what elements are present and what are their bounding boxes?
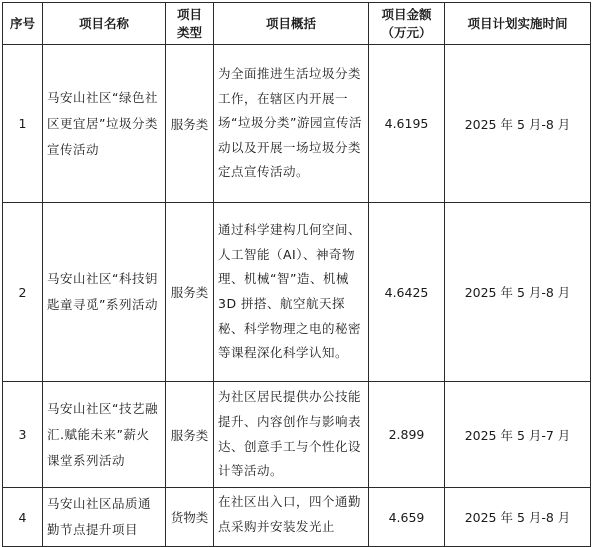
cell-amount: 4.6425 xyxy=(369,203,445,382)
cell-name: 马安山社区“技艺融汇.赋能未来”薪火课堂系列活动 xyxy=(43,382,166,488)
cell-time: 2025 年 5 月-8 月 xyxy=(445,45,591,203)
table-row xyxy=(3,382,591,488)
cell-index: 2 xyxy=(3,203,43,382)
cell-summary xyxy=(214,488,369,547)
header-name: 项目名称 xyxy=(43,3,166,45)
cell-time: 2025 年 5 月-8 月 xyxy=(445,488,591,547)
table-row xyxy=(3,203,591,382)
cell-amount: 2.899 xyxy=(369,382,445,488)
cell-type: 服务类 xyxy=(166,45,214,203)
cell-amount: 4.659 xyxy=(369,488,445,547)
cell-index: 3 xyxy=(3,382,43,488)
cell-amount: 4.6195 xyxy=(369,45,445,203)
header-amount xyxy=(369,3,445,45)
cell-name: 马安山社区“科技钥匙童寻觅”系列活动 xyxy=(43,203,166,382)
cell-type: 货物类 xyxy=(166,488,214,547)
cell-summary-text: 在社区出入口，四个通勤点采购并安装发光止 xyxy=(218,494,362,534)
cell-time: 2025 年 5 月-8 月 xyxy=(445,203,591,382)
table-row xyxy=(3,488,591,547)
cell-summary: 为社区居民提供办公技能提升、内容创作与影响表达、创意手工与个性化设计等活动。 xyxy=(214,382,369,488)
header-row xyxy=(3,3,591,45)
header-amount-line2: （万元） xyxy=(381,24,432,40)
cell-index: 4 xyxy=(3,488,43,547)
table-row xyxy=(3,45,591,203)
header-summary: 项目概括 xyxy=(214,3,369,45)
cell-time: 2025 年 5 月-7 月 xyxy=(445,382,591,488)
header-time: 项目计划实施时间 xyxy=(445,3,591,45)
cell-type: 服务类 xyxy=(166,203,214,382)
cell-summary: 为全面推进生活垃圾分类工作，在辖区内开展一场“垃圾分类”游园宣传活动以及开展一场垃圾分类定点宣传活动。 xyxy=(214,45,369,203)
cell-index: 1 xyxy=(3,45,43,203)
header-amount-line1: 项目金额 xyxy=(381,6,432,22)
header-type: 项目类型 xyxy=(166,3,214,45)
cell-type: 服务类 xyxy=(166,382,214,488)
header-index: 序号 xyxy=(3,3,43,45)
cell-name: 马安山社区品质通勤节点提升项目 xyxy=(43,488,166,547)
cell-summary: 通过科学建构几何空间、人工智能（AI）、神奇物理、机械“智”造、机械3D 拼搭、航空航天探秘、科学物理之电的秘密等课程深化科学认知。 xyxy=(214,203,369,382)
project-table xyxy=(2,2,591,547)
cell-name: 马安山社区“绿色社区更宜居”垃圾分类宣传活动 xyxy=(43,45,166,203)
